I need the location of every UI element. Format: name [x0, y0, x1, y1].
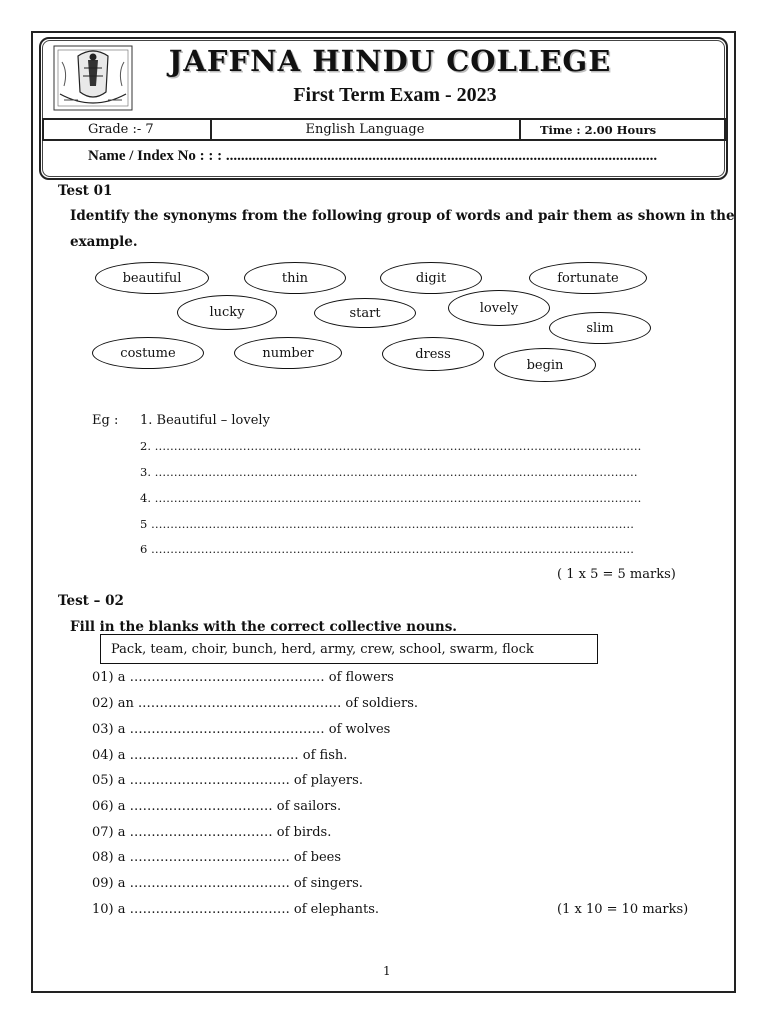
exam-title: First Term Exam - 2023 [293, 84, 497, 106]
info-divider [724, 118, 726, 141]
subject-label: English Language [305, 122, 425, 137]
collective-nouns-box: Pack, team, choir, bunch, herd, army, crew, school, swarm, flock [100, 634, 598, 664]
answer-line: 3. ……………………………………………………………………………………………………………… [140, 465, 638, 479]
word-oval: start [314, 298, 416, 328]
college-crest-icon [48, 42, 138, 114]
word-oval: dress [382, 337, 484, 371]
test1-marks: ( 1 x 5 = 5 marks) [557, 567, 676, 582]
question-line: 02) an .………………………………………. of soldiers. [92, 696, 419, 711]
word-oval: number [234, 337, 342, 369]
question-line: 10) a ………………………………. of elephants. [92, 902, 380, 917]
name-index-line: Name / Index No : : : ................................................................................................................... [88, 148, 658, 164]
question-line: 05) a ………………………………. of players. [92, 773, 363, 788]
test2-instruction: Fill in the blanks with the correct collective nouns. [70, 619, 458, 635]
time-label: Time : 2.00 Hours [540, 122, 657, 137]
question-line: 07) a …………………………… of birds. [92, 825, 332, 840]
college-title: JAFFNA HINDU COLLEGE [168, 44, 612, 78]
answer-line: 6 ……………………………………………………………………………………………………………… [140, 542, 634, 556]
test2-marks: (1 x 10 = 10 marks) [557, 902, 689, 917]
word-oval: slim [549, 312, 651, 344]
grade-label: Grade :- 7 [88, 122, 154, 137]
word-oval: lucky [177, 295, 277, 330]
question-line: 03) a ……………………………………… of wolves [92, 722, 391, 737]
test1-title: Test 01 [58, 183, 113, 199]
example-label: Eg : [92, 413, 119, 428]
question-line: 06) a …………………………… of sailors. [92, 799, 342, 814]
question-line: 09) a ………………………………. of singers. [92, 876, 363, 891]
word-oval: costume [92, 337, 204, 369]
test1-instruction-continued: example. [70, 234, 138, 250]
word-oval: fortunate [529, 262, 647, 294]
test1-instruction: Identify the synonyms from the following group of words and pair them as shown in the [70, 208, 735, 224]
answer-line: 2. ………………………………………………………………………………………………………………. [140, 439, 642, 453]
test2-title: Test – 02 [58, 593, 124, 609]
question-line: 08) a ………………………………. of bees [92, 850, 342, 865]
info-divider [42, 118, 44, 141]
info-divider [519, 118, 521, 141]
answer-line: 1. Beautiful – lovely [140, 413, 270, 428]
word-oval: lovely [448, 290, 550, 326]
word-oval: beautiful [95, 262, 209, 294]
answer-line: 4. ………………………………………………………………………………………………………………. [140, 491, 642, 505]
word-oval: thin [244, 262, 346, 294]
question-line: 01) a ……………………………………… of flowers [92, 670, 394, 685]
word-oval: begin [494, 348, 596, 382]
page-number: 1 [383, 964, 391, 978]
answer-line: 5 ……………………………………………………………………………………………………………… [140, 517, 634, 531]
word-oval: digit [380, 262, 482, 294]
question-line: 04) a ………………………………… of fish. [92, 748, 348, 763]
